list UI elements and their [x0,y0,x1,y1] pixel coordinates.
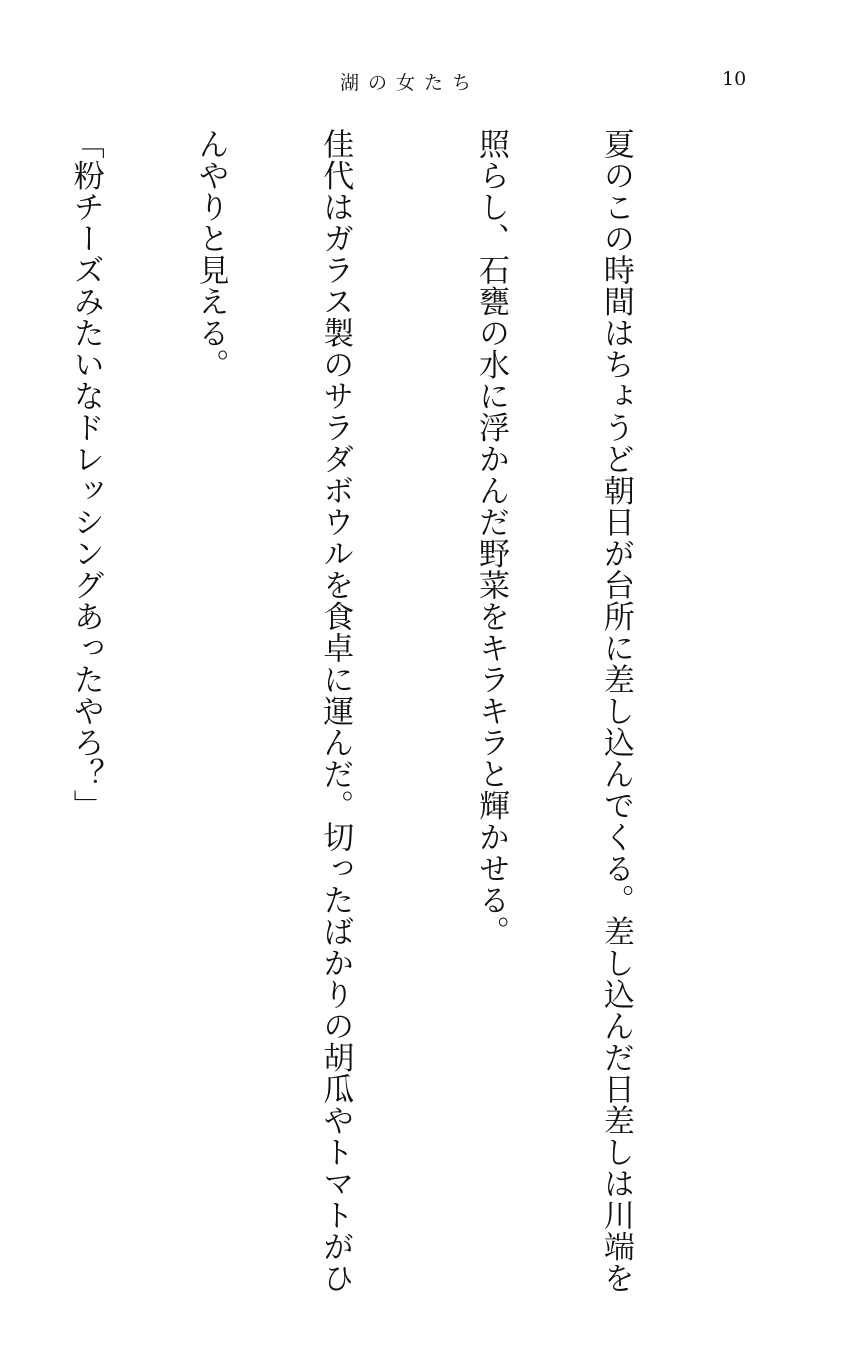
page-number: 10 [722,68,747,90]
text-line: 「粉チーズみたいなドレッシングあったやろ？」 [67,128,104,821]
running-title: 湖の女たち [340,72,481,94]
text-line: 佳代はガラス製のサラダボウルを食卓に運んだ。切ったばかりの胡瓜やトマトがひ [317,128,354,1294]
body-text [67,128,750,1294]
text-line: んやりと見える。 [192,128,229,380]
text-line: 照らし、石甕の水に浮かんだ野菜をキラキラと輝かせる。 [473,128,510,947]
text-line: 夏のこの時間はちょうど朝日が台所に差し込んでくる。差し込んだ日差しは川端を [597,128,634,1294]
